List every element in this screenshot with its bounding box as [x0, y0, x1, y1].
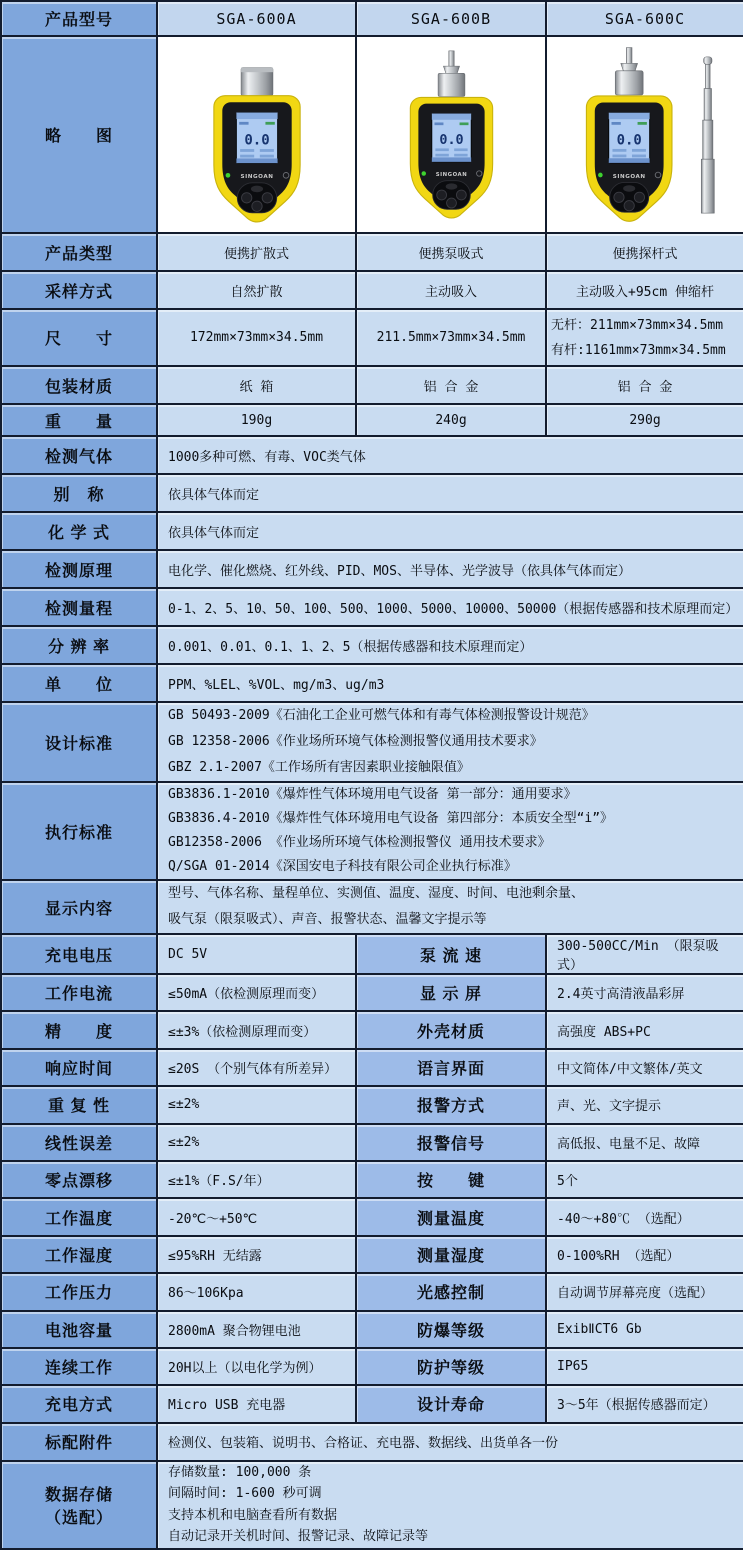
spec-value-cell: 铝 合 金 [546, 366, 743, 404]
spec-pair-row [1, 1348, 743, 1385]
spec-value-cell: 铝 合 金 [356, 366, 546, 404]
spec-value-cell: 1000多种可燃、有毒、VOC类气体 [157, 436, 743, 474]
spec-label-cell: 防护等级 [356, 1348, 546, 1385]
spec-value-cell: -20℃～+50℃ [157, 1198, 356, 1235]
spec-value-cell: 300-500CC/Min （限泵吸式） [546, 934, 743, 974]
led-indicator [225, 172, 230, 177]
device-photo-cell-b [356, 36, 546, 233]
spec-label-cell: 显 示 屏 [356, 974, 546, 1011]
model-name-c: SGA-600C [546, 1, 743, 36]
spec-label-cell: 响应时间 [1, 1049, 157, 1086]
spec-pair-row [1, 1161, 743, 1198]
spec-value-cell: 便携泵吸式 [356, 233, 546, 271]
led-indicator [598, 172, 603, 177]
header-row [1, 1, 743, 36]
storage-line: 间隔时间: 1-600 秒可调 [168, 1486, 322, 1502]
size-line-with-rod: 有杆:1161mm×73mm×34.5mm [551, 342, 726, 358]
spec-value-cell: ≤50mA（依检测原理而变） [157, 974, 356, 1011]
spec-label-cell [1, 1461, 157, 1549]
spec-value-cell: 电化学、催化燃烧、红外线、PID、MOS、半导体、光学波导（依具体气体而定） [157, 550, 743, 588]
spec-label-cell: 连续工作 [1, 1348, 157, 1385]
spec-row-principle [1, 550, 743, 588]
spec-value-cell: 86～106Kpa [157, 1273, 356, 1310]
spec-value-cell: 依具体气体而定 [157, 512, 743, 550]
storage-line: 自动记录开关机时间、报警记录、故障记录等 [168, 1529, 429, 1545]
spec-value-cell: ≤±1%（F.S/年） [157, 1161, 356, 1198]
model-name-b: SGA-600B [356, 1, 546, 36]
device-brand-text: SINGOAN [435, 171, 467, 178]
telescopic-rod [701, 56, 714, 212]
spec-pair-row [1, 1311, 743, 1348]
spec-value-cell: 0-100%RH （选配） [546, 1236, 743, 1273]
spec-label-cell: 显示内容 [1, 880, 157, 934]
device-screen-value: 0.0 [616, 131, 642, 148]
spec-label-cell: 线性误差 [1, 1124, 157, 1161]
spec-label-cell: 标配附件 [1, 1423, 157, 1461]
spec-label-cell: 检测原理 [1, 550, 157, 588]
device-image-sga-600a [163, 45, 351, 225]
spec-label-cell: 设计标准 [1, 702, 157, 782]
standard-line: GB 50493-2009《石油化工企业可燃气体和有毒气体检测报警设计规范》 [168, 708, 595, 723]
spec-value-cell [546, 309, 743, 366]
sketch-row [1, 36, 743, 233]
spec-value-cell: 172mm×73mm×34.5mm [157, 309, 356, 366]
spec-pair-row [1, 1198, 743, 1235]
device-brand-text: SINGOAN [239, 173, 274, 180]
spec-label-cell: 检测气体 [1, 436, 157, 474]
spec-label-cell: 产品类型 [1, 233, 157, 271]
spec-row-display-content [1, 880, 743, 934]
spec-value-cell: 主动吸入+95cm 伸缩杆 [546, 271, 743, 309]
device-brand-text: SINGOAN [612, 173, 646, 180]
spec-value-cell: ≤±2% [157, 1124, 356, 1161]
standard-line: GB3836.1-2010《爆炸性气体环境用电气设备 第一部分：通用要求》 [168, 787, 577, 802]
spec-value-cell: 依具体气体而定 [157, 474, 743, 512]
spec-label-cell: 测量温度 [356, 1198, 546, 1235]
spec-value-cell: 便携扩散式 [157, 233, 356, 271]
spec-value-cell: Micro USB 充电器 [157, 1385, 356, 1422]
spec-row-resolution [1, 626, 743, 664]
spec-label-cell: 别 称 [1, 474, 157, 512]
row-label-sketch: 略 图 [1, 36, 157, 233]
spec-label-cell: 精 度 [1, 1011, 157, 1048]
storage-label-line: （选配） [44, 1509, 113, 1527]
spec-value-cell: 290g [546, 404, 743, 436]
spec-value-cell [157, 782, 743, 880]
spec-label-cell: 执行标准 [1, 782, 157, 880]
spec-pair-row [1, 974, 743, 1011]
device-image-sga-600c [552, 45, 738, 225]
sensor-cap [615, 70, 643, 94]
storage-line: 支持本机和电脑查看所有数据 [168, 1507, 338, 1523]
standard-line: GBZ 2.1-2007《工作场所有害因素职业接触限值》 [168, 760, 470, 775]
spec-label-cell: 包装材质 [1, 366, 157, 404]
spec-row-data-storage [1, 1461, 743, 1549]
spec-value-cell: 0.001、0.01、0.1、1、2、5（根据传感器和技术原理而定） [157, 626, 743, 664]
spec-label-cell: 重 复 性 [1, 1086, 157, 1123]
spec-row-exec-standard [1, 782, 743, 880]
spec-value-cell: 211.5mm×73mm×34.5mm [356, 309, 546, 366]
spec-row-range [1, 588, 743, 626]
spec-label-cell: 重 量 [1, 404, 157, 436]
spec-label-cell: 充电方式 [1, 1385, 157, 1422]
spec-pair-row [1, 1385, 743, 1422]
spec-value-cell: 3～5年（根据传感器而定） [546, 1385, 743, 1422]
spec-label-cell: 泵 流 速 [356, 934, 546, 974]
spec-value-cell: 2.4英寸高清液晶彩屏 [546, 974, 743, 1011]
spec-row-accessories [1, 1423, 743, 1461]
display-line: 型号、气体名称、量程单位、实测值、温度、湿度、时间、电池剩余量、 [168, 886, 585, 901]
spec-label-cell: 采样方式 [1, 271, 157, 309]
spec-pair-row [1, 1011, 743, 1048]
spec-label-cell: 语言界面 [356, 1049, 546, 1086]
spec-label-cell: 零点漂移 [1, 1161, 157, 1198]
display-line: 吸气泵（限泵吸式）、声音、报警状态、温馨文字提示等 [168, 912, 487, 927]
spec-value-cell: 240g [356, 404, 546, 436]
spec-label-cell: 外壳材质 [356, 1011, 546, 1048]
spec-pair-row [1, 1049, 743, 1086]
spec-value-cell: 检测仪、包装箱、说明书、合格证、充电器、数据线、出货单各一份 [157, 1423, 743, 1461]
spec-label-cell: 电池容量 [1, 1311, 157, 1348]
spec-label-cell: 防爆等级 [356, 1311, 546, 1348]
spec-row-size [1, 309, 743, 366]
spec-label-cell: 工作温度 [1, 1198, 157, 1235]
spec-label-cell: 工作电流 [1, 974, 157, 1011]
standard-line: Q/SGA 01-2014《深国安电子科技有限公司企业执行标准》 [168, 859, 517, 874]
spec-value-cell: -40～+80℃ （选配） [546, 1198, 743, 1235]
spec-value-cell: ExibⅡCT6 Gb [546, 1311, 743, 1348]
spec-value-cell: 便携探杆式 [546, 233, 743, 271]
spec-label-cell: 报警信号 [356, 1124, 546, 1161]
spec-value-cell: 声、光、文字提示 [546, 1086, 743, 1123]
spec-value-cell: 高低报、电量不足、故障 [546, 1124, 743, 1161]
spec-value-cell: IP65 [546, 1348, 743, 1385]
spec-pair-row [1, 1236, 743, 1273]
standard-line: GB 12358-2006《作业场所环境气体检测报警仪通用技术要求》 [168, 734, 543, 749]
size-line-no-rod: 无杆：211mm×73mm×34.5mm [551, 317, 724, 333]
standard-line: GB3836.4-2010《爆炸性气体环境用电气设备 第四部分：本质安全型“i”》 [168, 811, 614, 826]
pump-probe [626, 47, 632, 64]
spec-pair-row [1, 1086, 743, 1123]
spec-label-cell: 化 学 式 [1, 512, 157, 550]
storage-line: 存储数量: 100,000 条 [168, 1464, 312, 1480]
spec-label-cell: 工作压力 [1, 1273, 157, 1310]
spec-label-cell: 单 位 [1, 664, 157, 702]
spec-value-cell: 高强度 ABS+PC [546, 1011, 743, 1048]
spec-row-formula [1, 512, 743, 550]
spec-label-cell: 分 辨 率 [1, 626, 157, 664]
spec-row-gases [1, 436, 743, 474]
spec-label-cell: 充电电压 [1, 934, 157, 974]
device-photo-cell-a [157, 36, 356, 233]
device-photo-cell-c [546, 36, 743, 233]
spec-value-cell: ≤±2% [157, 1086, 356, 1123]
model-name-a: SGA-600A [157, 1, 356, 36]
spec-value-cell: 自然扩散 [157, 271, 356, 309]
spec-value-cell [157, 702, 743, 782]
spec-row-design-standard [1, 702, 743, 782]
spec-value-cell: 主动吸入 [356, 271, 546, 309]
spec-value-cell: ≤±3%（依检测原理而变） [157, 1011, 356, 1048]
pump-probe [448, 50, 453, 66]
led-indicator [421, 171, 425, 175]
spec-pair-row [1, 1124, 743, 1161]
spec-value-cell: DC 5V [157, 934, 356, 974]
spec-value-cell: 5个 [546, 1161, 743, 1198]
spec-row-unit [1, 664, 743, 702]
spec-label-cell: 尺 寸 [1, 309, 157, 366]
spec-value-cell: ≤20S （个别气体有所差异） [157, 1049, 356, 1086]
spec-row-product-type [1, 233, 743, 271]
spec-value-cell: 0-1、2、5、10、50、100、500、1000、5000、10000、50000（根据传感器和技术原理而定） [157, 588, 743, 626]
spec-row-weight [1, 404, 743, 436]
spec-value-cell: 纸 箱 [157, 366, 356, 404]
spec-value-cell: 中文简体/中文繁体/英文 [546, 1049, 743, 1086]
spec-value-cell [157, 880, 743, 934]
spec-label-cell: 光感控制 [356, 1273, 546, 1310]
spec-label-cell: 检测量程 [1, 588, 157, 626]
spec-value-cell: PPM、%LEL、%VOL、mg/m3、ug/m3 [157, 664, 743, 702]
spec-value-cell: 20H以上（以电化学为例） [157, 1348, 356, 1385]
spec-label-cell: 工作湿度 [1, 1236, 157, 1273]
spec-value-cell: 自动调节屏幕亮度（选配） [546, 1273, 743, 1310]
spec-pair-row [1, 934, 743, 974]
storage-label-line: 数据存储 [44, 1486, 113, 1504]
spec-value-cell: ≤95%RH 无结露 [157, 1236, 356, 1273]
spec-label-cell: 按 键 [356, 1161, 546, 1198]
row-label-product-model: 产品型号 [1, 1, 157, 36]
spec-value-cell [157, 1461, 743, 1549]
device-screen-value: 0.0 [438, 132, 464, 148]
spec-row-sampling [1, 271, 743, 309]
spec-label-cell: 报警方式 [356, 1086, 546, 1123]
spec-row-alias [1, 474, 743, 512]
spec-label-cell: 测量湿度 [356, 1236, 546, 1273]
device-image-sga-600b [362, 45, 541, 225]
spec-value-cell: 2800mA 聚合物锂电池 [157, 1311, 356, 1348]
spec-row-package [1, 366, 743, 404]
device-screen-value: 0.0 [243, 131, 270, 148]
sensor-cap [438, 73, 465, 96]
spec-pair-row [1, 1273, 743, 1310]
standard-line: GB12358-2006 《作业场所环境气体检测报警仪 通用技术要求》 [168, 835, 551, 850]
spec-label-cell: 设计寿命 [356, 1385, 546, 1422]
spec-value-cell: 190g [157, 404, 356, 436]
